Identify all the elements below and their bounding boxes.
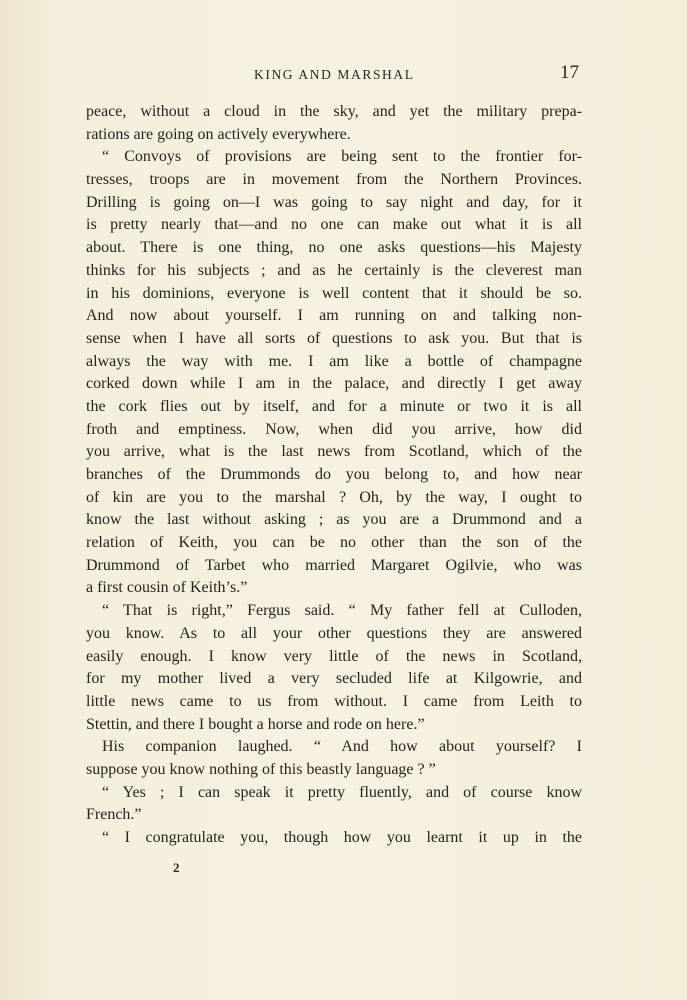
text-line: the cork flies out by itself, and for a minute or two it is all bbox=[86, 397, 582, 415]
text-line: you know. As to all your other questions they are answered bbox=[86, 624, 582, 642]
text-line: peace, without a cloud in the sky, and yet the military prepa- bbox=[86, 103, 582, 120]
text-line: And now about yourself. I am running on and talking non- bbox=[86, 307, 582, 325]
running-head-title: KING AND MARSHAL bbox=[254, 67, 415, 82]
text-line: always the way with me. I am like a bottle of champagne bbox=[86, 352, 582, 370]
text-line: is pretty nearly that—and no one can make out what it is all bbox=[86, 216, 582, 234]
text-line: sense when I have all sorts of questions to ask you. But that is bbox=[86, 329, 582, 347]
signature-mark: 2 bbox=[173, 860, 180, 875]
text-line: about. There is one thing, no one asks questions—his Majesty bbox=[86, 239, 582, 257]
text-line: suppose you know nothing of this beastly language ? ” bbox=[86, 760, 436, 778]
text-line: rations are going on actively everywhere. bbox=[86, 125, 351, 143]
text-line: of kin are you to the marshal ? Oh, by the way, I ought to bbox=[86, 488, 582, 506]
text-line: His companion laughed. “ And how about yourself? I bbox=[102, 738, 582, 756]
text-line: know the last without asking ; as you are a Drummond and a bbox=[86, 511, 582, 529]
body-text bbox=[86, 101, 582, 850]
text-line: little news came to us from without. I came from Leith to bbox=[86, 692, 582, 710]
text-line: Drilling is going on—I was going to say night and day, for it bbox=[86, 193, 582, 211]
text-line: “ That is right,” Fergus said. “ My father fell at Culloden, bbox=[102, 602, 582, 620]
text-line: tresses, troops are in movement from the Northern Provinces. bbox=[86, 171, 582, 189]
text-line: “ I congratulate you, though how you learnt it up in the bbox=[102, 829, 582, 846]
text-line: “ Convoys of provisions are being sent to the frontier for- bbox=[102, 148, 582, 166]
text-line: in his dominions, everyone is well content that it should be so. bbox=[86, 284, 582, 302]
text-line: relation of Keith, you can be no other than the son of the bbox=[86, 534, 582, 552]
text-line: you arrive, what is the last news from Scotland, which of the bbox=[86, 443, 582, 461]
text-line: thinks for his subjects ; and as he certainly is the cleverest man bbox=[86, 261, 582, 279]
text-line: branches of the Drummonds do you belong to, and how near bbox=[86, 466, 582, 483]
text-line: French.” bbox=[86, 806, 142, 824]
text-line: Stettin, and there I bought a horse and rode on here.” bbox=[86, 715, 425, 733]
text-line: a first cousin of Keith’s.” bbox=[86, 579, 248, 597]
running-head bbox=[0, 62, 687, 88]
text-line: Drummond of Tarbet who married Margaret Ogilvie, who was bbox=[86, 556, 582, 574]
text-line: corked down while I am in the palace, and directly I get away bbox=[86, 375, 582, 393]
page-number: 17 bbox=[560, 62, 579, 83]
text-line: for my mother lived a very secluded life at Kilgowrie, and bbox=[86, 670, 582, 688]
text-line: easily enough. I know very little of the news in Scotland, bbox=[86, 647, 582, 665]
text-line: “ Yes ; I can speak it pretty fluently, and of course know bbox=[102, 783, 582, 801]
text-line: froth and emptiness. Now, when did you arrive, how did bbox=[86, 420, 582, 438]
